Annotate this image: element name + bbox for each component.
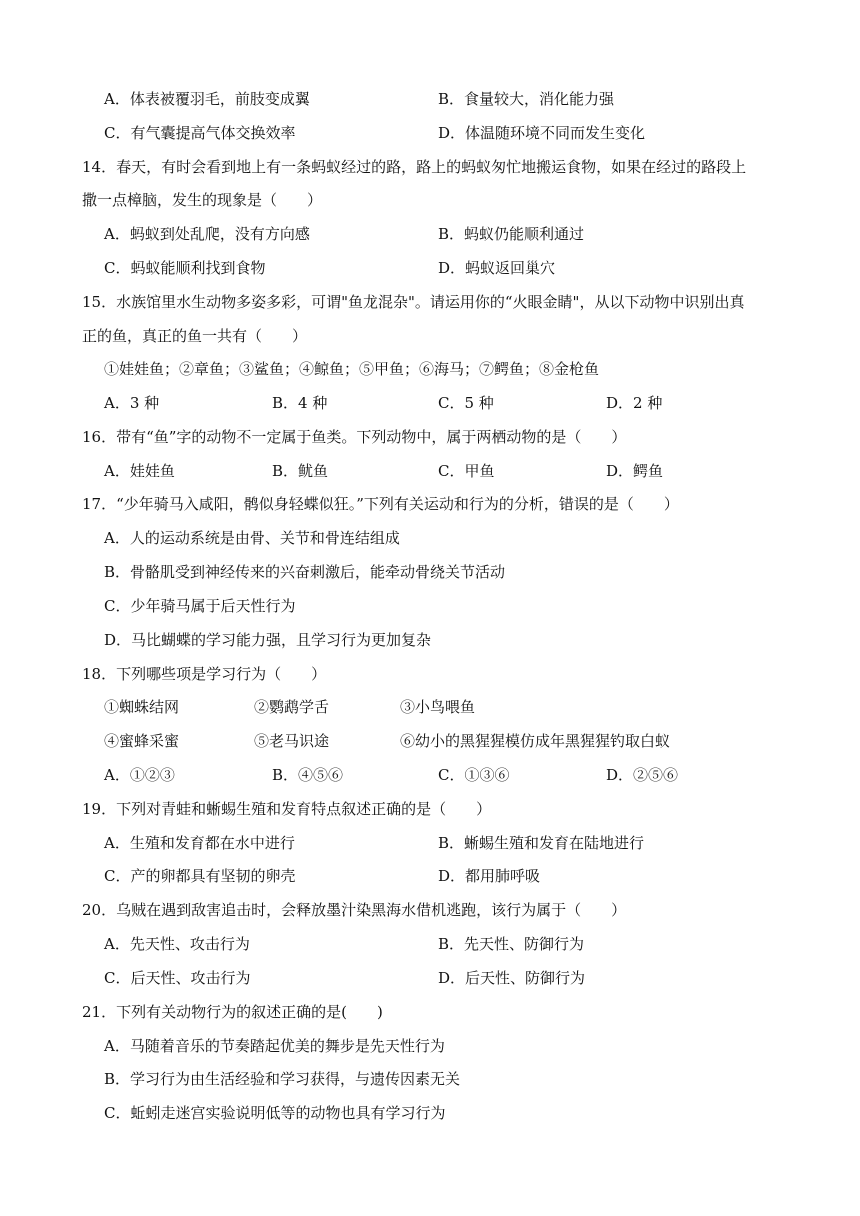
q14-stem-line1: 14．春天，有时会看到地上有一条蚂蚁经过的路，路上的蚂蚁匆忙地搬运食物，如果在经过的路段上 xyxy=(82,158,747,176)
q19-option-d: D．都用肺呼吸 xyxy=(438,867,541,885)
q17-option-b: B．骨骼肌受到神经传来的兴奋刺激后，能牵动骨绕关节活动 xyxy=(104,563,506,581)
q18-option-c: C．①③⑥ xyxy=(438,766,510,784)
q16-stem: 16．带有“鱼”字的动物不一定属于鱼类。下列动物中，属于两栖动物的是（ ） xyxy=(82,428,627,446)
q20-stem: 20．乌贼在遇到敌害追击时，会释放墨汁染黑海水借机逃跑，该行为属于（ ） xyxy=(82,901,627,919)
q13-option-a: A．体表被覆羽毛，前肢变成翼 xyxy=(104,90,310,108)
q17-option-a: A．人的运动系统是由骨、关节和骨连结组成 xyxy=(104,529,400,547)
q14-option-d: D．蚂蚁返回巢穴 xyxy=(438,259,556,277)
q18-stem: 18．下列哪些项是学习行为（ ） xyxy=(82,665,327,683)
q20-option-c: C．后天性、攻击行为 xyxy=(104,969,251,987)
q20-option-d: D．后天性、防御行为 xyxy=(438,969,586,987)
q17-option-c: C．少年骑马属于后天性行为 xyxy=(104,597,296,615)
q18-item-2: ②鹦鹉学舌 xyxy=(254,698,330,716)
q21-option-b: B．学习行为由生活经验和学习获得，与遗传因素无关 xyxy=(104,1070,461,1088)
q16-option-d: D．鳄鱼 xyxy=(606,462,664,480)
q19-option-b: B．蜥蜴生殖和发育在陆地进行 xyxy=(438,834,645,852)
q18-item-3: ③小鸟喂鱼 xyxy=(400,698,476,716)
q18-item-6: ⑥幼小的黑猩猩模仿成年黑猩猩钓取白蚁 xyxy=(400,732,671,750)
q15-option-d: D．2 种 xyxy=(606,394,663,412)
q16-option-b: B．鱿鱼 xyxy=(272,462,329,480)
q17-option-d: D．马比蝴蝶的学习能力强，且学习行为更加复杂 xyxy=(104,631,432,649)
q18-option-a: A．①②③ xyxy=(104,766,175,784)
q19-option-a: A．生殖和发育都在水中进行 xyxy=(104,834,295,852)
q19-option-c: C．产的卵都具有坚韧的卵壳 xyxy=(104,867,296,885)
q19-stem: 19．下列对青蛙和蜥蜴生殖和发育特点叙述正确的是（ ） xyxy=(82,800,492,818)
q21-option-a: A．马随着音乐的节奏踏起优美的舞步是先天性行为 xyxy=(104,1037,445,1055)
q15-option-c: C．5 种 xyxy=(438,394,494,412)
q18-item-5: ⑤老马识途 xyxy=(254,732,330,750)
q13-option-b: B．食量较大，消化能力强 xyxy=(438,90,615,108)
q13-option-c: C．有气囊提高气体交换效率 xyxy=(104,124,296,142)
q14-option-c: C．蚂蚁能顺利找到食物 xyxy=(104,259,266,277)
q18-item-4: ④蜜蜂采蜜 xyxy=(104,732,180,750)
q14-stem-line2: 撒一点樟脑，发生的现象是（ ） xyxy=(82,191,323,209)
q16-option-c: C．甲鱼 xyxy=(438,462,495,480)
q16-option-a: A．娃娃鱼 xyxy=(104,462,175,480)
q18-option-d: D．②⑤⑥ xyxy=(606,766,679,784)
q15-stem-line2: 正的鱼，真正的鱼一共有（ ） xyxy=(82,327,308,345)
q20-option-a: A．先天性、攻击行为 xyxy=(104,935,250,953)
q17-stem: 17．“少年骑马入咸阳，鹘似身轻蝶似狂。”下列有关运动和行为的分析，错误的是（ ） xyxy=(82,495,679,513)
q18-option-b: B．④⑤⑥ xyxy=(272,766,344,784)
q14-option-a: A．蚂蚁到处乱爬，没有方向感 xyxy=(104,225,310,243)
q21-option-c: C．蚯蚓走迷宫实验说明低等的动物也具有学习行为 xyxy=(104,1104,446,1122)
q15-stem-line1: 15．水族馆里水生动物多姿多彩，可谓"鱼龙混杂"。请运用你的“火眼金睛"，从以下动物中识别出真 xyxy=(82,293,745,311)
q18-item-1: ①蜘蛛结网 xyxy=(104,698,180,716)
q13-option-d: D．体温随环境不同而发生变化 xyxy=(438,124,646,142)
q14-option-b: B．蚂蚁仍能顺利通过 xyxy=(438,225,585,243)
q21-stem: 21．下列有关动物行为的叙述正确的是( ) xyxy=(82,1003,383,1021)
q15-option-a: A．3 种 xyxy=(104,394,160,412)
q20-option-b: B．先天性、防御行为 xyxy=(438,935,585,953)
q15-items: ①娃娃鱼；②章鱼；③鲨鱼；④鲸鱼；⑤甲鱼；⑥海马；⑦鳄鱼；⑧金枪鱼 xyxy=(104,360,600,378)
q15-option-b: B．4 种 xyxy=(272,394,328,412)
